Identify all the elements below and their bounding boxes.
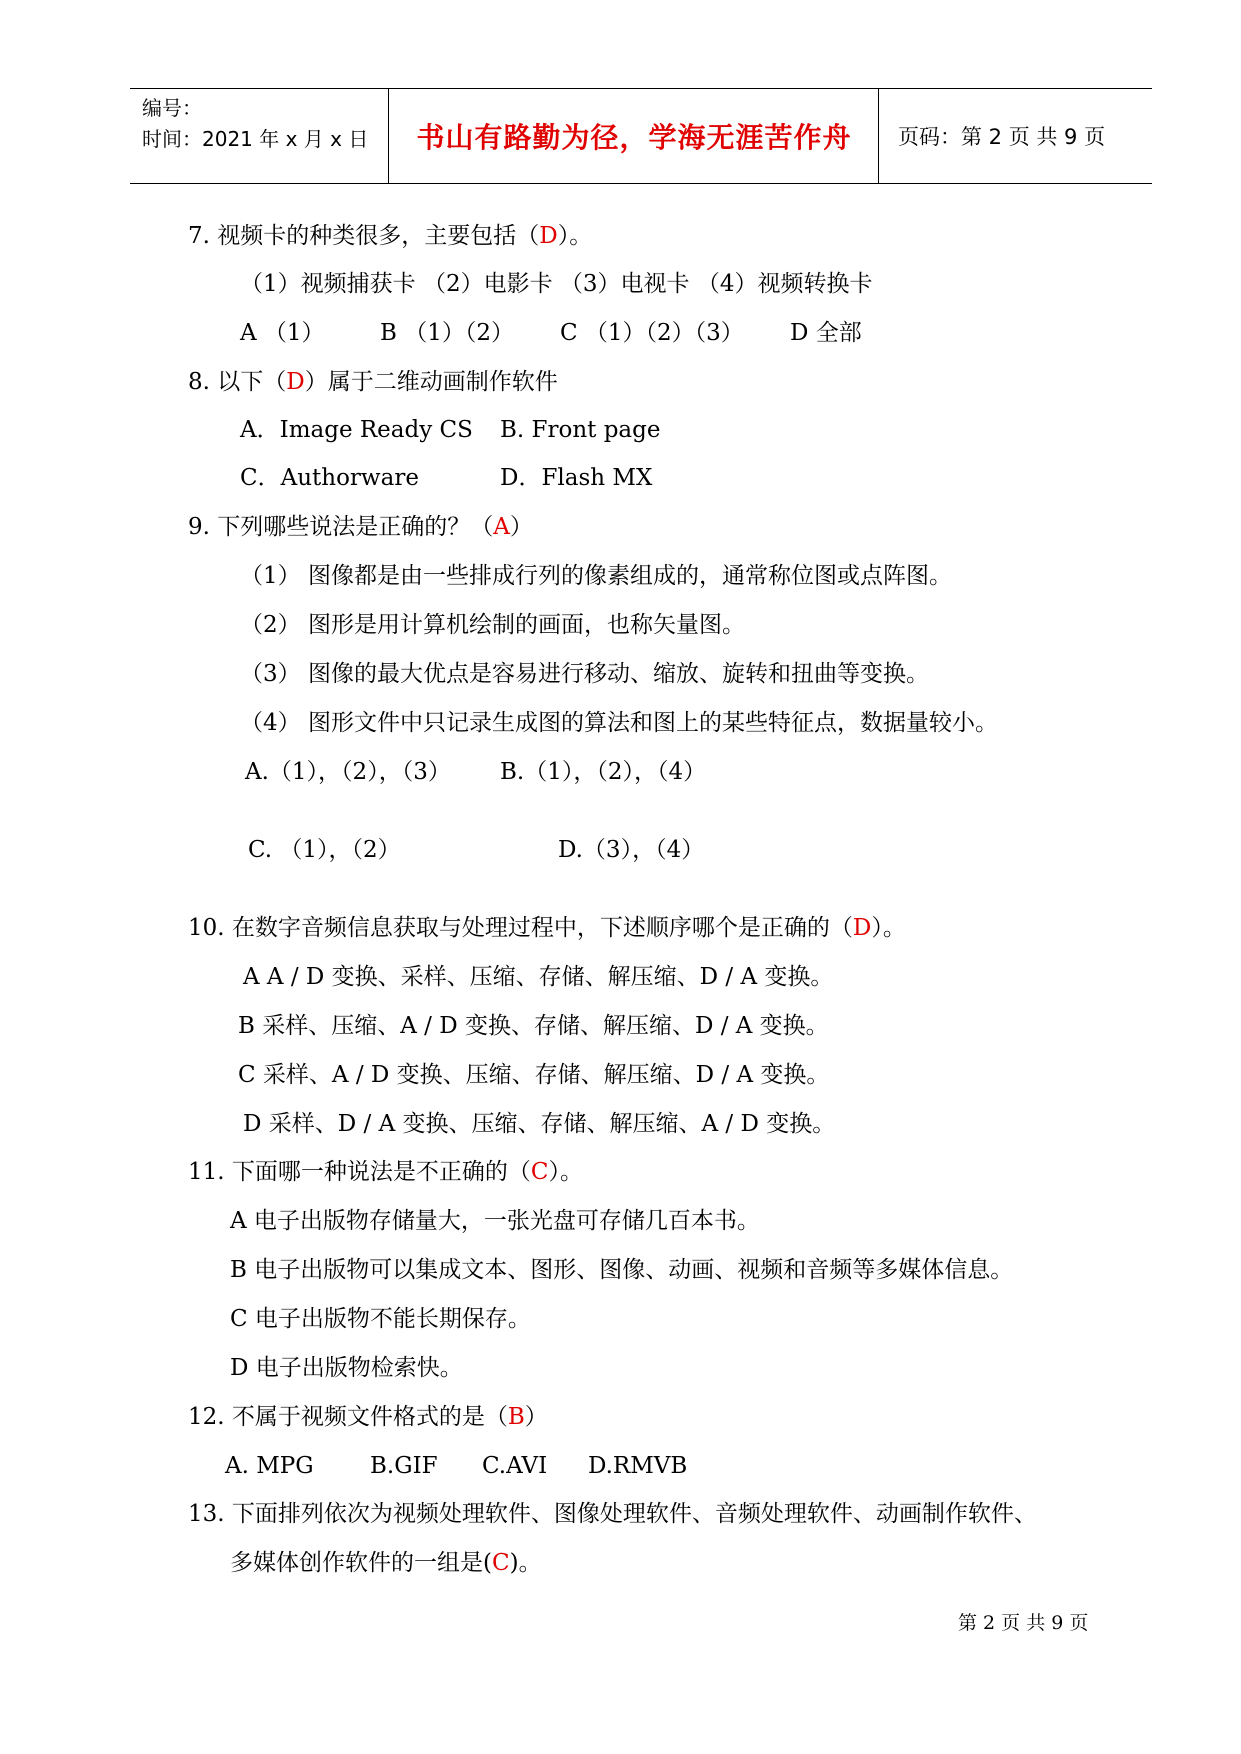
statement: （2） 图形是用计算机绘制的画面，也称矢量图。 <box>240 612 745 638</box>
question-8: 8. 以下（D）属于二维动画制作软件 <box>188 369 558 395</box>
statement: （4） 图形文件中只记录生成图的算法和图上的某些特征点，数据量较小。 <box>240 710 998 736</box>
page-footer: 第 2 页 共 9 页 <box>958 1612 1089 1634</box>
option: D.（3），（4） <box>558 837 705 863</box>
option: A. MPG <box>225 1453 314 1479</box>
question-7-items: （1）视频捕获卡 （2）电影卡 （3）电视卡 （4）视频转换卡 <box>240 271 873 297</box>
option: A A / D 变换、采样、压缩、存储、解压缩、D / A 变换。 <box>243 964 834 990</box>
option: C 电子出版物不能长期保存。 <box>230 1306 531 1332</box>
option: C 采样、A / D 变换、压缩、存储、解压缩、D / A 变换。 <box>238 1062 830 1088</box>
question-11: 11. 下面哪一种说法是不正确的（C）。 <box>188 1159 583 1185</box>
answer: D <box>539 223 558 249</box>
header-divider <box>388 89 389 183</box>
option: B 采样、压缩、A / D 变换、存储、解压缩、D / A 变换。 <box>238 1013 829 1039</box>
option: B 电子出版物可以集成文本、图形、图像、动画、视频和音频等多媒体信息。 <box>230 1257 1014 1283</box>
option: B.（1），（2），（4） <box>500 759 707 785</box>
option: A.（1），（2），（3） <box>245 759 451 785</box>
header-time: 时间：2021 年 x 月 x 日 <box>142 127 369 151</box>
answer: C <box>491 1550 510 1576</box>
statement: （3） 图像的最大优点是容易进行移动、缩放、旋转和扭曲等变换。 <box>240 661 929 687</box>
header-motto: 书山有路勤为径，学海无涯苦作舟 <box>416 121 852 154</box>
option: B （1）（2） <box>380 320 514 346</box>
header-divider <box>878 89 879 183</box>
question-10: 10. 在数字音频信息获取与处理过程中，下述顺序哪个是正确的（D）。 <box>188 915 906 941</box>
option: A 电子出版物存储量大，一张光盘可存储几百本书。 <box>230 1208 760 1234</box>
question-13-continuation: 多媒体创作软件的一组是(C)。 <box>230 1550 542 1576</box>
answer: D <box>852 915 872 941</box>
option: C （1）（2）（3） <box>560 320 744 346</box>
answer: B <box>507 1404 525 1430</box>
option: C. （1），（2） <box>248 837 401 863</box>
option: D 电子出版物检索快。 <box>230 1355 463 1381</box>
header-page-info: 页码：第 2 页 共 9 页 <box>898 125 1106 149</box>
option: A．Image Ready CS <box>240 417 473 443</box>
option: B. Front page <box>500 417 661 443</box>
question-13: 13. 下面排列依次为视频处理软件、图像处理软件、音频处理软件、动画制作软件、 <box>188 1501 1037 1527</box>
answer: C <box>530 1159 549 1185</box>
statement: （1） 图像都是由一些排成行列的像素组成的，通常称位图或点阵图。 <box>240 563 952 589</box>
option: D．Flash MX <box>500 465 653 491</box>
question-12: 12. 不属于视频文件格式的是（B） <box>188 1404 548 1430</box>
question-9: 9. 下列哪些说法是正确的？（A） <box>188 514 533 540</box>
option: D.RMVB <box>588 1453 688 1479</box>
option: C．Authorware <box>240 465 419 491</box>
option: D 全部 <box>790 320 862 346</box>
option: D 采样、D / A 变换、压缩、存储、解压缩、A / D 变换。 <box>243 1111 836 1137</box>
document-header <box>130 88 1152 184</box>
option: B.GIF <box>370 1453 438 1479</box>
question-7: 7. 视频卡的种类很多，主要包括（D）。 <box>188 223 593 249</box>
header-number: 编号： <box>142 96 202 120</box>
answer: A <box>493 514 510 540</box>
option: A （1） <box>240 320 325 346</box>
answer: D <box>286 369 305 395</box>
option: C.AVI <box>482 1453 548 1479</box>
header-meta <box>142 93 368 155</box>
